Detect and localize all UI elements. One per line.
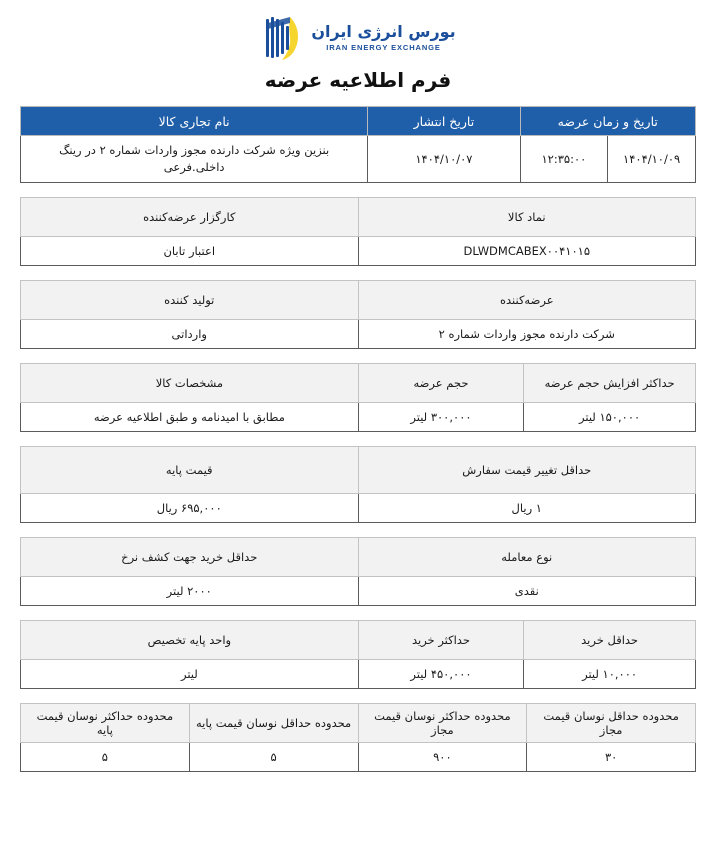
header-specs: مشخصات کالا bbox=[21, 364, 359, 403]
header-max-increase: حداکثر افزایش حجم عرضه bbox=[524, 364, 696, 403]
trade-table bbox=[20, 537, 696, 606]
value-max-buy: ۴۵۰,۰۰۰ لیتر bbox=[358, 660, 523, 689]
energy-exchange-logo-icon bbox=[260, 15, 304, 61]
header-min-buy-discovery: حداقل خرید جهت کشف نرخ bbox=[21, 538, 359, 577]
value-base-price: ۶۹۵,۰۰۰ ریال bbox=[21, 494, 359, 523]
value-min-price-change: ۱ ریال bbox=[358, 494, 696, 523]
table-row bbox=[21, 403, 696, 432]
header-producer: تولید کننده bbox=[21, 281, 359, 320]
value-min-buy-discovery: ۲۰۰۰ لیتر bbox=[21, 577, 359, 606]
header-commercial-name: نام تجاری کالا bbox=[21, 107, 368, 136]
broker-symbol-table bbox=[20, 197, 696, 266]
value-commercial-name: بنزین ویژه شرکت دارنده مجوز واردات شماره ۲ در رینگ داخلی.فرعی bbox=[21, 136, 368, 183]
specs-volume-table bbox=[20, 363, 696, 432]
table-row bbox=[21, 660, 696, 689]
value-offer-volume: ۳۰۰,۰۰۰ لیتر bbox=[358, 403, 523, 432]
header-min-price-change: حداقل تغییر قیمت سفارش bbox=[358, 447, 696, 494]
page-title: فرم اطلاعیه عرضه bbox=[264, 68, 452, 92]
table-row bbox=[21, 320, 696, 349]
header-broker: کارگزار عرضه‌کننده bbox=[21, 198, 359, 237]
header-offer-datetime: تاریخ و زمان عرضه bbox=[520, 107, 695, 136]
table-header-row bbox=[21, 107, 696, 136]
value-offer-time: ۱۲:۳۵:۰۰ bbox=[520, 136, 608, 183]
value-specs: مطابق با امیدنامه و طبق اطلاعیه عرضه bbox=[21, 403, 359, 432]
value-min-allowed-fluct: ۳۰ bbox=[527, 743, 696, 772]
iran-energy-exchange-logo bbox=[260, 15, 455, 61]
table-header-row bbox=[21, 198, 696, 237]
price-table bbox=[20, 446, 696, 523]
table-row bbox=[21, 743, 696, 772]
header-base-price: قیمت پایه bbox=[21, 447, 359, 494]
value-min-buy: ۱۰,۰۰۰ لیتر bbox=[524, 660, 696, 689]
value-max-base-fluct: ۵ bbox=[21, 743, 190, 772]
value-max-allowed-fluct: ۹۰۰ bbox=[358, 743, 527, 772]
header-trade-type: نوع معامله bbox=[358, 538, 696, 577]
header-publish-date: تاریخ انتشار bbox=[368, 107, 520, 136]
value-broker: اعتبار تابان bbox=[21, 237, 359, 266]
header-max-buy: حداکثر خرید bbox=[358, 621, 523, 660]
value-publish-date: ۱۴۰۴/۱۰/۰۷ bbox=[368, 136, 520, 183]
header-min-buy: حداقل خرید bbox=[524, 621, 696, 660]
header-max-base-fluct: محدوده حداکثر نوسان قیمت پایه bbox=[21, 704, 190, 743]
table-row bbox=[21, 577, 696, 606]
table-header-row bbox=[21, 621, 696, 660]
table-header-row bbox=[21, 538, 696, 577]
table-row bbox=[21, 237, 696, 266]
value-trade-type: نقدی bbox=[358, 577, 696, 606]
value-max-increase: ۱۵۰,۰۰۰ لیتر bbox=[524, 403, 696, 432]
allocation-table bbox=[20, 620, 696, 689]
header-min-allowed-fluct: محدوده حداقل نوسان قیمت مجاز bbox=[527, 704, 696, 743]
logo-persian-name: بورس انرژی ایران bbox=[311, 22, 456, 42]
header-supplier: عرضه‌کننده bbox=[358, 281, 696, 320]
fluctuation-table bbox=[20, 703, 696, 772]
value-offer-date: ۱۴۰۴/۱۰/۰۹ bbox=[608, 136, 696, 183]
value-symbol: DLWDMCABEX۰۰۴۱۰۱۵ bbox=[358, 237, 696, 266]
value-supplier: شرکت دارنده مجوز واردات شماره ۲ bbox=[358, 320, 696, 349]
header-max-allowed-fluct: محدوده حداکثر نوسان قیمت مجاز bbox=[358, 704, 527, 743]
table-row bbox=[21, 136, 696, 183]
header-offer-volume: حجم عرضه bbox=[358, 364, 523, 403]
header-min-base-fluct: محدوده حداقل نوسان قیمت پایه bbox=[189, 704, 358, 743]
logo-header bbox=[20, 0, 696, 62]
header-base-unit: واحد پایه تخصیص bbox=[21, 621, 359, 660]
logo-text bbox=[311, 24, 455, 52]
value-base-unit: لیتر bbox=[21, 660, 359, 689]
table-header-row bbox=[21, 281, 696, 320]
header-symbol: نماد کالا bbox=[358, 198, 696, 237]
offer-header-table bbox=[20, 106, 696, 183]
value-min-base-fluct: ۵ bbox=[189, 743, 358, 772]
table-header-row bbox=[21, 447, 696, 494]
table-header-row bbox=[21, 704, 696, 743]
table-header-row bbox=[21, 364, 696, 403]
table-row bbox=[21, 494, 696, 523]
producer-supplier-table bbox=[20, 280, 696, 349]
value-producer: وارداتی bbox=[21, 320, 359, 349]
logo-english-name: IRAN ENERGY EXCHANGE bbox=[326, 42, 441, 52]
